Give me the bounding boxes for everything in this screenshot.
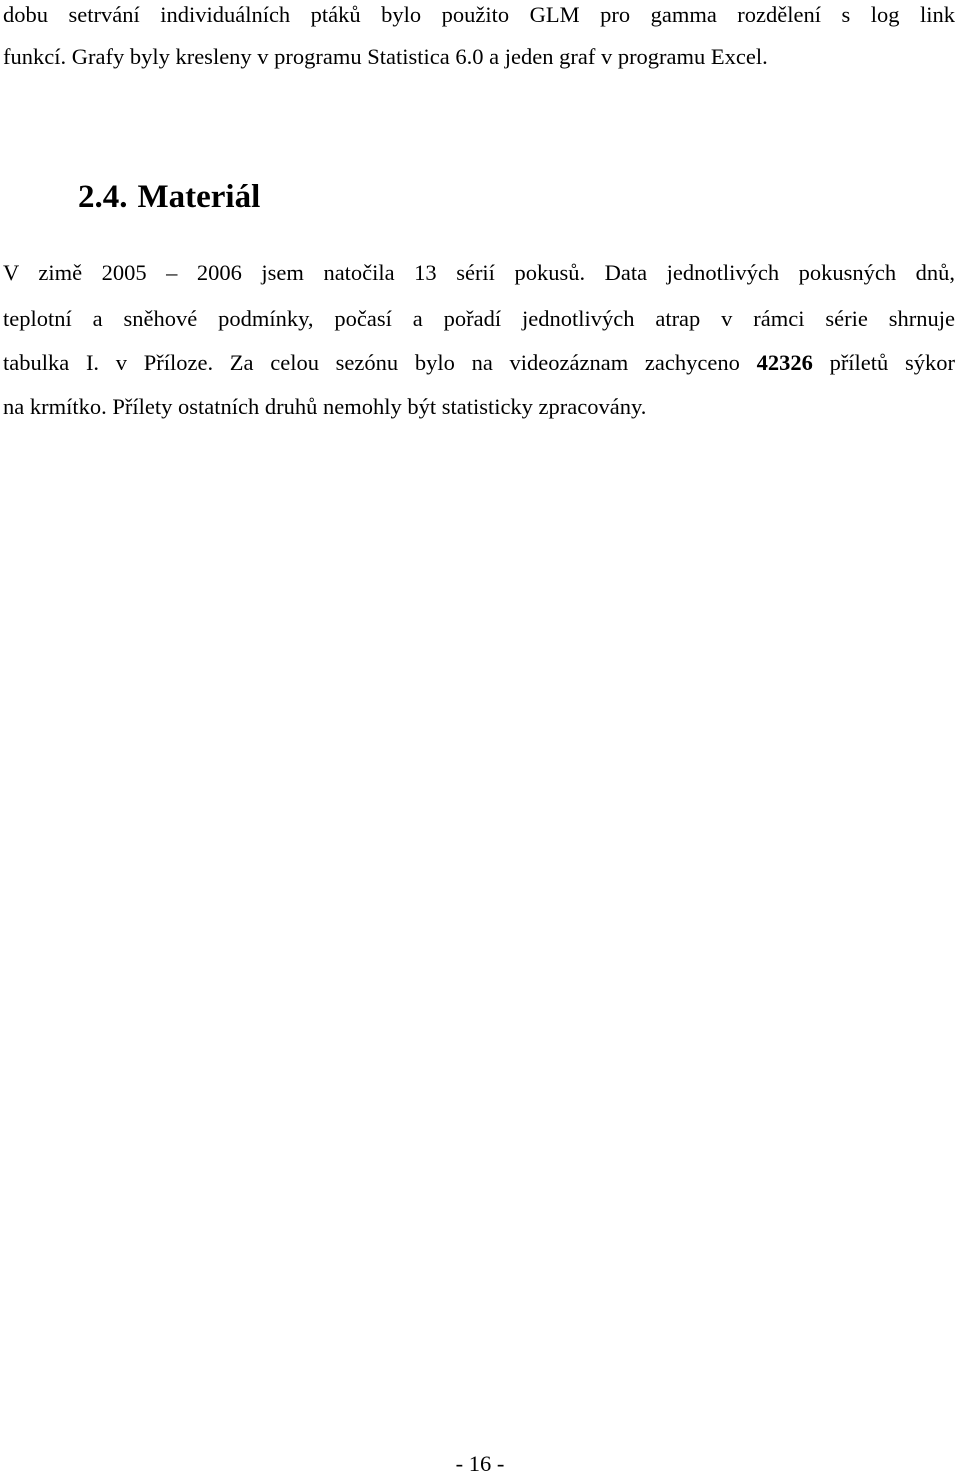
material-line-3-text: tabulka I. v Příloze. Za celou sezónu bylo na videozáznam zachyceno: [3, 350, 740, 375]
section-heading: [78, 181, 260, 214]
material-line-1: V zimě 2005 – 2006 jsem natočila 13 sérií pokusů. Data jednotlivých pokusných dnů,: [3, 260, 955, 285]
visit-count: 42326: [756, 350, 813, 375]
section-title: Materiál: [137, 179, 261, 215]
page-number: - 16 -: [455, 1451, 505, 1476]
material-line-4: na krmítko. Přílety ostatních druhů nemohly být statisticky zpracovány.: [3, 394, 647, 419]
intro-line-1: dobu setrvání individuálních ptáků bylo použito GLM pro gamma rozdělení s log link: [3, 2, 955, 27]
material-line-3: [3, 352, 955, 375]
section-number: 2.4.: [78, 179, 128, 215]
material-line-3-end: příletů sýkor: [829, 350, 956, 375]
material-line-2: teplotní a sněhové podmínky, počasí a pořadí jednotlivých atrap v rámci série shrnuje: [3, 306, 955, 331]
intro-line-2: funkcí. Grafy byly kresleny v programu Statistica 6.0 a jeden graf v programu Excel.: [3, 44, 768, 69]
